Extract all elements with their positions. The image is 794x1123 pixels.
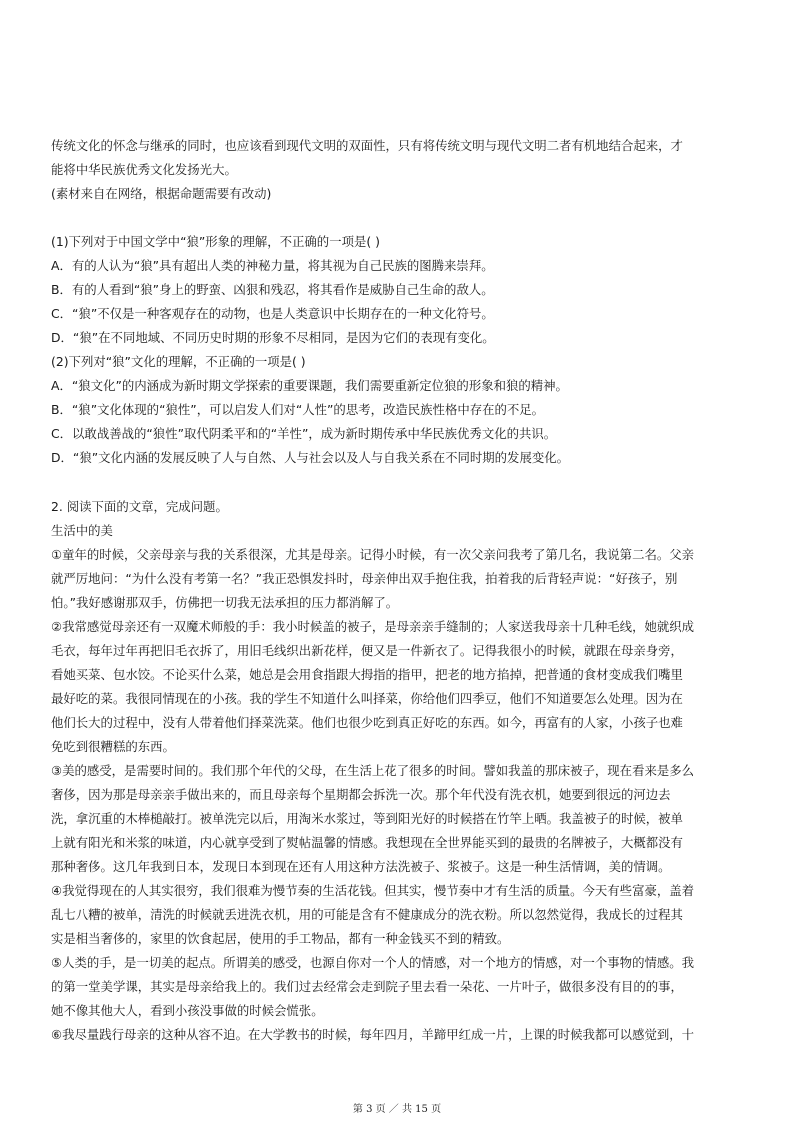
body-line: 上就有阳光和米浆的味道，内心就享受到了熨帖温馨的情感。我想现在全世界能买到的最贵的名牌被子，大概都没有 [51,835,683,850]
body-line: ⑥我尽量践行母亲的这种从容不迫。在大学教书的时候，每年四月，羊蹄甲红成一片，上课的时候我都可以感觉到，十 [51,1027,695,1042]
body-line: 他们长大的过程中，没有人带着他们择菜洗菜。他们也很少吃到真正好吃的东西。如今，再富有的人家，小孩子也难 [51,715,683,730]
body-line: 看她买菜、包水饺。不论买什么菜，她总是会用食指跟大拇指的指甲，把老的地方掐掉，把普通的食材变成我们嘴里 [51,667,683,682]
body-line: 洗，拿沉重的木棒槌敲打。被单洗完以后，用淘米水浆过，等到阳光好的时候搭在竹竿上晒。我盖被子的时候，被单 [51,811,683,826]
intro-line-2: 能将中华民族优秀文化发扬光大。 [51,162,237,177]
question-2-option-a: A．“狼文化”的内涵成为新时期文学探索的重要课题，我们需要重新定位狼的形象和狼的精神。 [51,378,568,393]
page-number-footer: 第 3 页 ／ 共 15 页 [352,1104,442,1115]
body-line: 乱七八糟的被单，清洗的时候就丢进洗衣机，用的可能是含有不健康成分的洗衣粉。所以忽然觉得，我成长的过程其 [51,907,683,922]
body-line: 的第一堂美学课，其实是母亲给我上的。我们过去经常会走到院子里去看一朵花、一片叶子，做很多没有目的的事， [51,979,683,994]
question-1-option-a: A．有的人认为“狼”具有超出人类的神秘力量，将其视为自己民族的图腾来崇拜。 [51,258,494,273]
question-1-option-b: B．有的人看到“狼”身上的野蛮、凶狠和残忍，将其看作是威胁自己生命的敌人。 [51,282,494,297]
body-line: 就严厉地问：“为什么没有考第一名？”我正恐惧发抖时，母亲伸出双手抱住我，拍着我的后背轻声说：“好孩子，别 [51,571,678,586]
question-1-stem: (1)下列对于中国文学中“狼”形象的理解，不正确的一项是( ) [51,234,380,249]
question-1-option-c: C．“狼”不仅是一种客观存在的动物，也是人类意识中长期存在的一种文化符号。 [51,306,494,321]
body-line: ⑤人类的手，是一切美的起点。所谓美的感受，也源自你对一个人的情感，对一个地方的情感，对一个事物的情感。我 [51,955,695,970]
body-line: 那种奢侈。这几年我到日本，发现日本到现在还有人用这种方法洗被子、浆被子。这是一种生活情调，美的情调。 [51,859,671,874]
body-line: 怕。”我好感谢那双手，仿佛把一切我无法承担的压力都消解了。 [51,595,399,610]
question-2-option-b: B．“狼”文化体现的“狼性”，可以启发人们对“人性”的思考，改造民族性格中存在的不足。 [51,402,545,417]
body-line: ③美的感受，是需要时间的。我们那个年代的父母，在生活上花了很多的时间。譬如我盖的那床被子，现在看来是多么 [51,763,695,778]
body-line: ②我常感觉母亲还有一双魔术师般的手：我小时候盖的被子，是母亲亲手缝制的；人家送我母亲十几种毛线，她就织成 [51,619,695,634]
question-1-option-d: D．“狼”在不同地域、不同历史时期的形象不尽相同，是因为它们的表现有变化。 [51,330,495,345]
source-note: (素材来自在网络，根据命题需要有改动) [51,186,272,201]
section-2-heading: 2. 阅读下面的文章，完成问题。 [51,499,228,514]
question-2-option-d: D．“狼”文化内涵的发展反映了人与自然、人与社会以及人与自我关系在不同时期的发展变化。 [51,450,570,465]
body-line: 免吃到很糟糕的东西。 [51,739,175,754]
body-line: 奢侈，因为那是母亲亲手做出来的，而且母亲每个星期都会拆洗一次。那个年代没有洗衣机，她要到很远的河边去 [51,787,671,802]
article-title: 生活中的美 [51,523,113,538]
body-line: 毛衣，每年过年再把旧毛衣拆了，用旧毛线织出新花样，便又是一件新衣了。记得我很小的时候，就跟在母亲身旁， [51,643,683,658]
body-line: 实是相当奢侈的，家里的饮食起居，使用的手工物品，都有一种金钱买不到的精致。 [51,931,510,946]
intro-line-1: 传统文化的怀念与继承的同时，也应该看到现代文明的双面性，只有将传统文明与现代文明二者有机地结合起来，才 [51,138,683,153]
body-line: 她不像其他大人，看到小孩没事做的时候会慌张。 [51,1003,324,1018]
body-line: ①童年的时候，父亲母亲与我的关系很深，尤其是母亲。记得小时候，有一次父亲问我考了第几名，我说第二名。父亲 [51,547,695,562]
body-line: 最好吃的菜。我很同情现在的小孩。我的学生不知道什么叫择菜，你给他们四季豆，他们不知道要怎么处理。因为在 [51,691,683,706]
question-2-option-c: C．以敢战善战的“狼性”取代阴柔平和的“羊性”，成为新时期传承中华民族优秀文化的共识。 [51,426,557,441]
question-2-stem: (2)下列对“狼”文化的理解，不正确的一项是( ) [51,354,306,369]
body-line: ④我觉得现在的人其实很穷，我们很难为慢节奏的生活花钱。但其实，慢节奏中才有生活的质量。今天有些富豪，盖着 [51,883,695,898]
